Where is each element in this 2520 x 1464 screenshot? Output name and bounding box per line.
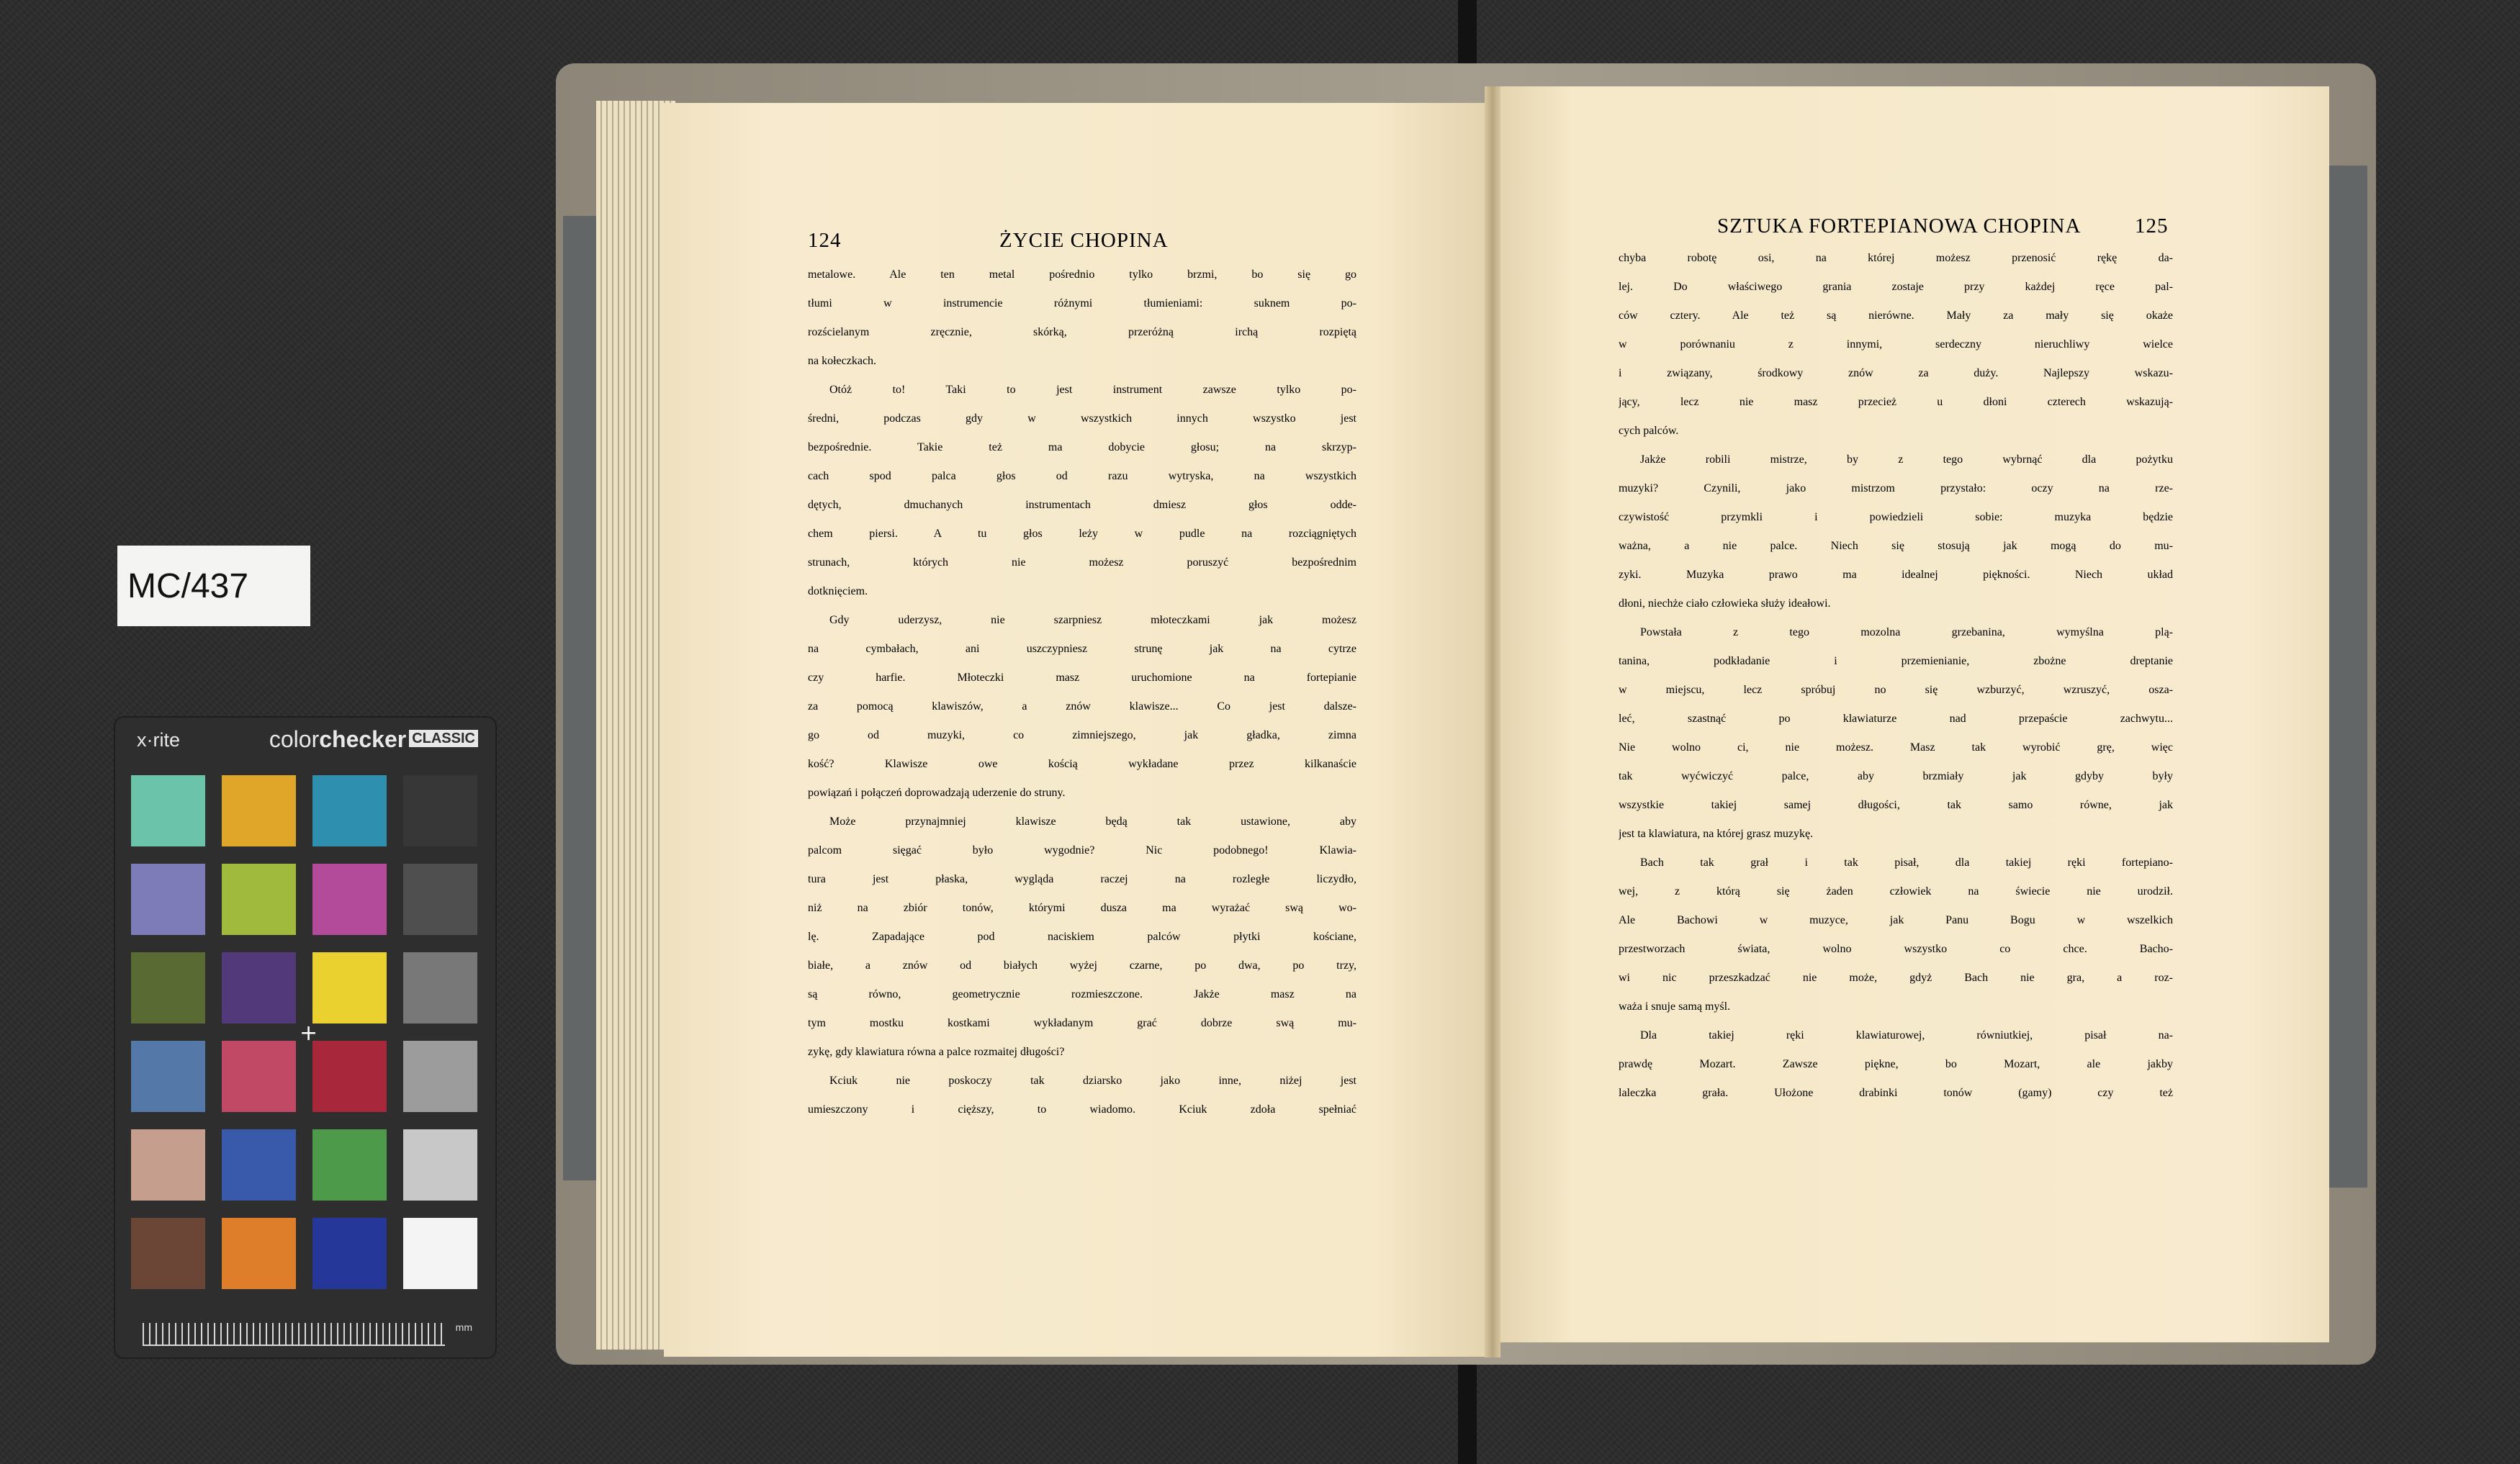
text-line: powiązań i połączeń doprowadzają uderzenie do struny. [808, 787, 1066, 799]
text-line: w miejscu, lecz spróbuj no się wzburzyć, wzruszyć, osza- [1619, 684, 2173, 696]
text-line: lę. Zapadające pod naciskiem palców płytki kościane, [808, 931, 1356, 943]
color-patch [403, 952, 477, 1024]
text-line: jest ta klawiatura, na której grasz muzykę. [1619, 828, 1814, 840]
text-line: chem piersi. A tu głos leży w pudle na rozciągniętych [808, 528, 1356, 540]
color-checker-card [114, 716, 497, 1359]
text-line: przestworzach świata, wolno wszystko co chce. Bacho- [1619, 943, 2173, 955]
text-line: prawdę Mozart. Zawsze piękne, bo Mozart, ale jakby [1619, 1058, 2173, 1070]
color-patch [131, 1218, 205, 1289]
text-line: leć, szastnąć po klawiaturze nad przepaście zachwytu... [1619, 713, 2173, 725]
text-line: cych palców. [1619, 425, 1679, 437]
text-line: Gdy uderzysz, nie szarpniesz młoteczkami jak możesz [829, 614, 1356, 626]
color-patch [403, 864, 477, 935]
text-line: i związany, środkowy znów za duży. Najlepszy wskazu- [1619, 367, 2173, 379]
right-page-body [1619, 252, 2173, 1116]
color-patch [131, 864, 205, 935]
text-line: dętych, dmuchanych instrumentach dmiesz głos odde- [808, 499, 1356, 511]
text-line: strunach, których nie możesz poruszyć bezpośrednim [808, 556, 1356, 569]
mm-ruler [143, 1323, 445, 1346]
text-line: jący, lecz nie masz przecież u dłoni czterech wskazują- [1619, 396, 2173, 408]
color-patch [312, 1041, 387, 1112]
color-patch [403, 775, 477, 846]
text-line: chyba robotę osi, na której możesz przenosić rękę da- [1619, 252, 2173, 264]
text-line: kość? Klawisze owe kością wykładane przez kilkanaście [808, 758, 1356, 770]
text-line: na cymbałach, ani uszczypniesz strunę jak na cytrze [808, 643, 1356, 655]
text-line: umieszczony i cięższy, to wiadomo. Kciuk zdoła spełniać [808, 1103, 1356, 1116]
color-patch [131, 775, 205, 846]
text-line: wej, z którą się żaden człowiek na świecie nie urodził. [1619, 885, 2173, 898]
text-line: ców cztery. Ale też są nierówne. Mały za mały się okaże [1619, 309, 2173, 322]
text-line: dotknięciem. [808, 585, 868, 597]
text-line: muzyki? Czynili, jako mistrzom przystało: oczy na rze- [1619, 482, 2173, 494]
text-line: dłoni, niechże ciało człowieka służy ideałowi. [1619, 597, 1831, 610]
color-patch [131, 1129, 205, 1201]
text-line: tłumi w instrumencie różnymi tłumieniami: suknem po- [808, 297, 1356, 309]
colorchecker-title-prefix: color [269, 726, 320, 752]
accession-label-text: MC/437 [127, 566, 249, 605]
color-patch [312, 952, 387, 1024]
text-line: wi nic przeszkadzać nie może, gdyż Bach nie gra, a roz- [1619, 972, 2173, 984]
color-patch [222, 1041, 296, 1112]
text-line: tura jest płaska, wygląda raczej na rozległe liczydło, [808, 873, 1356, 885]
text-line: na kołeczkach. [808, 355, 877, 367]
crosshair-icon: + [300, 1021, 318, 1046]
color-patch [403, 1129, 477, 1201]
text-line: bezpośrednie. Takie też ma dobycie głosu; na skrzyp- [808, 441, 1356, 453]
text-line: Bach tak grał i tak pisał, dla takiej ręki fortepiano- [1640, 857, 2173, 869]
text-line: średni, podczas gdy w wszystkich innych wszystko jest [808, 412, 1356, 425]
text-line: laleczka grała. Ułożone drabinki tonów (gamy) czy też [1619, 1087, 2173, 1099]
text-line: zyki. Muzyka prawo ma idealnej piękności. Niech układ [1619, 569, 2173, 581]
text-line: tak wyćwiczyć palce, aby brzmiały jak gdyby były [1619, 770, 2173, 782]
accession-label [117, 546, 310, 626]
text-line: za pomocą klawiszów, a znów klawisze... Co jest dalsze- [808, 700, 1356, 713]
text-line: Otóż to! Taki to jest instrument zawsze tylko po- [829, 384, 1356, 396]
color-patch [222, 864, 296, 935]
text-line: Jakże robili mistrze, by z tego wybrnąć dla pożytku [1640, 453, 2173, 466]
xrite-logo [137, 729, 180, 751]
text-line: Dla takiej ręki klawiaturowej, równiutkiej, pisał na- [1640, 1029, 2173, 1041]
text-line: palcom sięgać było wygodnie? Nic podobnego! Klawia- [808, 844, 1356, 857]
color-patch [312, 1218, 387, 1289]
text-line: Może przynajmniej klawisze będą tak ustawione, aby [829, 815, 1356, 828]
color-patch [312, 775, 387, 846]
color-patch [222, 1218, 296, 1289]
book-gutter [1485, 86, 1500, 1357]
color-patch [222, 1129, 296, 1201]
colorchecker-title [269, 726, 478, 753]
color-patch [131, 1041, 205, 1112]
color-patch [312, 1129, 387, 1201]
color-patch [312, 864, 387, 935]
text-line: Ale Bachowi w muzyce, jak Panu Bogu w wszelkich [1619, 914, 2173, 926]
text-line: waża i snuje samą myśl. [1619, 1000, 1731, 1013]
text-line: są równo, geometrycznie rozmieszczone. Jakże masz na [808, 988, 1356, 1000]
text-line: Nie wolno ci, nie możesz. Masz tak wyrobić grę, więc [1619, 741, 2173, 754]
color-patch [403, 1218, 477, 1289]
text-line: tanina, podkładanie i przemienianie, zbożne dreptanie [1619, 655, 2173, 667]
cover-corner-right [2324, 166, 2367, 1188]
color-patch [222, 952, 296, 1024]
text-line: ważna, a nie palce. Niech się stosują jak mogą do mu- [1619, 540, 2173, 552]
left-page-number: 124 [808, 229, 842, 252]
colorchecker-title-bold: checker [319, 726, 407, 752]
text-line: cach spod palca głos od razu wytryska, na wszystkich [808, 470, 1356, 482]
left-page-body [808, 268, 1356, 1132]
text-line: wszystkie takiej samej długości, tak samo równe, jak [1619, 799, 2173, 811]
color-patch [131, 952, 205, 1024]
text-line: niż na zbiór tonów, którymi dusza ma wyrażać swą wo- [808, 902, 1356, 914]
text-line: czywistość przymkli i powiedzieli sobie: muzyka będzie [1619, 511, 2173, 523]
text-line: w porównaniu z innymi, serdeczny nieruchliwy wielce [1619, 338, 2173, 351]
right-running-head: SZTUKA FORTEPIANOWA CHOPINA [1717, 214, 2082, 238]
text-line: Powstała z tego mozolna grzebanina, wymyślna plą- [1640, 626, 2173, 638]
text-line: Kciuk nie poskoczy tak dziarsko jako inne, niżej jest [829, 1075, 1356, 1087]
strap-bottom [1458, 1353, 1477, 1464]
color-patch [403, 1041, 477, 1112]
text-line: go od muzyki, co zimniejszego, jak gładka, zimna [808, 729, 1356, 741]
text-line: lej. Do właściwego grania zostaje przy każdej ręce pal- [1619, 281, 2173, 293]
xrite-brand-text: x·rite [137, 729, 180, 751]
color-patch [222, 775, 296, 846]
text-line: metalowe. Ale ten metal pośrednio tylko brzmi, bo się go [808, 268, 1356, 281]
text-line: czy harfie. Młoteczki masz uruchomione na fortepianie [808, 672, 1356, 684]
text-line: białe, a znów od białych wyżej czarne, po dwa, po trzy, [808, 959, 1356, 972]
text-line: zykę, gdy klawiatura równa a palce rozmaitej długości? [808, 1046, 1065, 1058]
ruler-unit: mm [455, 1321, 472, 1333]
right-page-number: 125 [2135, 214, 2169, 238]
text-line: tym mostku kostkami wykładanym grać dobrze swą mu- [808, 1017, 1356, 1029]
left-running-head: ŻYCIE CHOPINA [999, 229, 1169, 252]
classic-badge: CLASSIC [409, 730, 478, 747]
text-line: rozścielanym zręcznie, skórką, przeróżną irchą rozpiętą [808, 326, 1356, 338]
